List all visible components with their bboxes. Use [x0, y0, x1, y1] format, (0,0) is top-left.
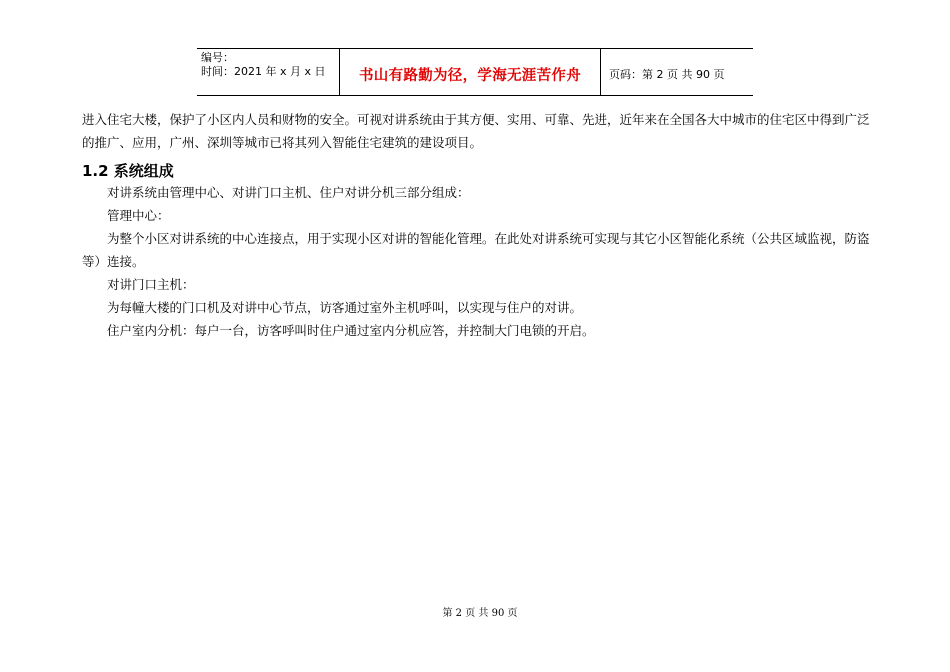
time-label: 时间：2021 年 x 月 x 日 [201, 65, 326, 78]
management-center-title: 管理中心： [107, 208, 170, 223]
paragraph-continued: 进入住宅大楼，保护了小区内人员和财物的安全。可视对讲系统由于其方便、实用、可靠、先进，近年来在全国各大中城市的住宅区中得到广泛的推广、应用，广州、深圳等城市已将其列入智能住宅建筑的建设项目。 [82, 112, 870, 150]
door-unit-desc: 为每幢大楼的门口机及对讲中心节点，访客通过室外主机呼叫，以实现与住户的对讲。 [107, 300, 583, 315]
number-label: 编号： [201, 51, 234, 64]
page-header [197, 48, 753, 96]
door-unit-title: 对讲门口主机： [107, 277, 195, 292]
section-heading: 1.2 系统组成 [82, 162, 174, 180]
management-center-desc: 为整个小区对讲系统的中心连接点，用于实现小区对讲的智能化管理。在此处对讲系统可实现与其它小区智能化系统（公共区域监视，防盗等）连接。 [82, 231, 870, 269]
paragraph-intro: 对讲系统由管理中心、对讲门口主机、住户对讲分机三部分组成： [107, 185, 470, 200]
header-motto: 书山有路勤为径，学海无涯苦作舟 [339, 49, 601, 95]
page-footer: 第 2 页 共 90 页 [442, 608, 518, 619]
header-meta [197, 49, 339, 95]
document-body [82, 108, 872, 342]
header-page-code: 页码：第 2 页 共 90 页 [609, 68, 725, 81]
indoor-unit-desc: 住户室内分机：每户一台，访客呼叫时住户通过室内分机应答，并控制大门电锁的开启。 [107, 323, 595, 338]
